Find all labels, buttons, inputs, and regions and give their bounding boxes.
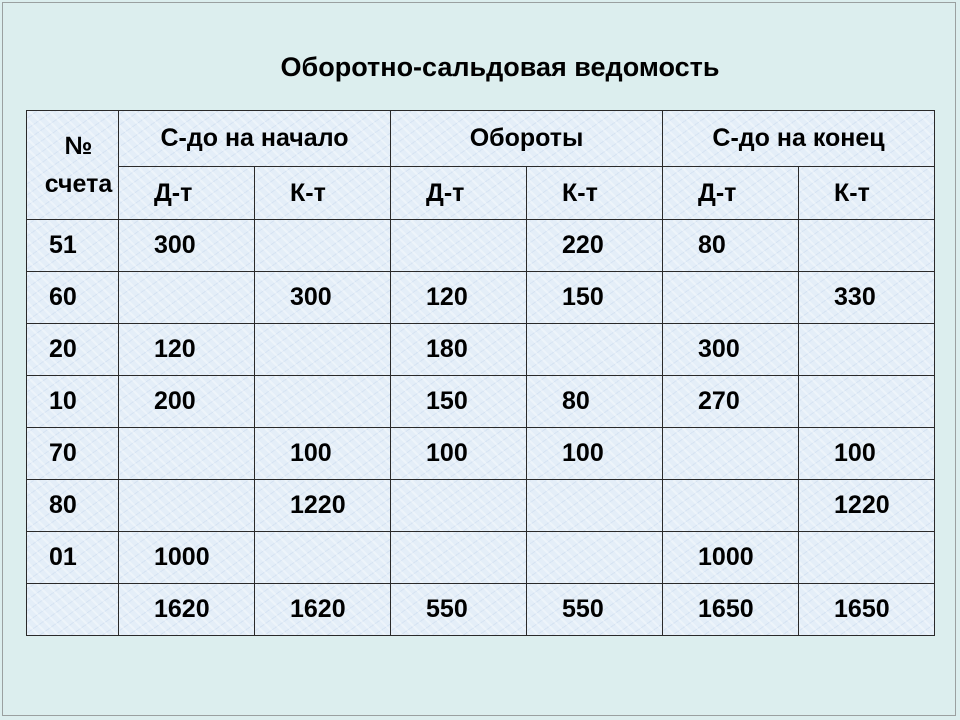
account-number-cell: 60 (27, 272, 119, 324)
account-header-line1: № (64, 132, 93, 160)
account-number-cell: 80 (27, 480, 119, 532)
page-title: Оборотно-сальдовая ведомость (280, 52, 720, 82)
table-row (27, 220, 935, 272)
account-number-cell: 01 (27, 532, 119, 584)
opening-credit-cell (255, 376, 391, 428)
closing-credit-cell (799, 324, 935, 376)
subheader-closing-credit: К-т (799, 167, 935, 220)
subheader-closing-debit: Д-т (663, 167, 799, 220)
opening-debit-cell: 1000 (119, 532, 255, 584)
totals-row (27, 584, 935, 636)
closing-credit-cell: 330 (799, 272, 935, 324)
turnover-credit-cell: 220 (527, 220, 663, 272)
closing-debit-cell (663, 272, 799, 324)
table-row (27, 272, 935, 324)
opening-debit-cell (119, 480, 255, 532)
closing-debit-cell: 80 (663, 220, 799, 272)
account-number-cell: 10 (27, 376, 119, 428)
opening-debit-cell: 200 (119, 376, 255, 428)
turnover-credit-cell: 80 (527, 376, 663, 428)
turnover-credit-cell: 550 (527, 584, 663, 636)
account-number-cell: 70 (27, 428, 119, 480)
turnover-debit-cell: 100 (391, 428, 527, 480)
turnover-credit-cell: 150 (527, 272, 663, 324)
closing-debit-cell: 270 (663, 376, 799, 428)
header-row-groups (27, 111, 935, 167)
account-number-cell (27, 584, 119, 636)
account-number-header (27, 111, 119, 220)
subheader-turnover-credit: К-т (527, 167, 663, 220)
opening-credit-cell: 300 (255, 272, 391, 324)
opening-debit-cell (119, 428, 255, 480)
opening-credit-cell (255, 324, 391, 376)
opening-credit-cell: 100 (255, 428, 391, 480)
turnover-credit-cell: 100 (527, 428, 663, 480)
header-row-sub (27, 167, 935, 220)
subheader-opening-credit: К-т (255, 167, 391, 220)
group-header-closing-balance: С-до на конец (663, 111, 935, 167)
opening-debit-cell (119, 272, 255, 324)
turnover-debit-cell: 150 (391, 376, 527, 428)
table-row (27, 428, 935, 480)
turnover-debit-cell: 550 (391, 584, 527, 636)
subheader-opening-debit: Д-т (119, 167, 255, 220)
closing-debit-cell (663, 428, 799, 480)
table-row (27, 324, 935, 376)
group-header-turnovers: Обороты (391, 111, 663, 167)
opening-debit-cell: 300 (119, 220, 255, 272)
turnover-balance-table (26, 110, 935, 636)
opening-credit-cell (255, 220, 391, 272)
turnover-credit-cell (527, 532, 663, 584)
opening-debit-cell: 1620 (119, 584, 255, 636)
turnover-credit-cell (527, 324, 663, 376)
closing-debit-cell: 1650 (663, 584, 799, 636)
closing-debit-cell (663, 480, 799, 532)
closing-credit-cell: 1650 (799, 584, 935, 636)
opening-debit-cell: 120 (119, 324, 255, 376)
table-row (27, 532, 935, 584)
closing-credit-cell: 1220 (799, 480, 935, 532)
subheader-turnover-debit: Д-т (391, 167, 527, 220)
table-row (27, 480, 935, 532)
closing-debit-cell: 1000 (663, 532, 799, 584)
turnover-debit-cell (391, 220, 527, 272)
table-body (27, 220, 935, 636)
turnover-debit-cell (391, 532, 527, 584)
account-header-line2: счета (44, 170, 113, 198)
turnover-debit-cell: 180 (391, 324, 527, 376)
closing-credit-cell (799, 532, 935, 584)
group-header-opening-balance: С-до на начало (119, 111, 391, 167)
opening-credit-cell (255, 532, 391, 584)
table-row (27, 376, 935, 428)
account-number-cell: 20 (27, 324, 119, 376)
opening-credit-cell: 1220 (255, 480, 391, 532)
closing-credit-cell (799, 220, 935, 272)
account-number-cell: 51 (27, 220, 119, 272)
turnover-debit-cell: 120 (391, 272, 527, 324)
opening-credit-cell: 1620 (255, 584, 391, 636)
closing-credit-cell (799, 376, 935, 428)
turnover-credit-cell (527, 480, 663, 532)
turnover-debit-cell (391, 480, 527, 532)
closing-credit-cell: 100 (799, 428, 935, 480)
closing-debit-cell: 300 (663, 324, 799, 376)
